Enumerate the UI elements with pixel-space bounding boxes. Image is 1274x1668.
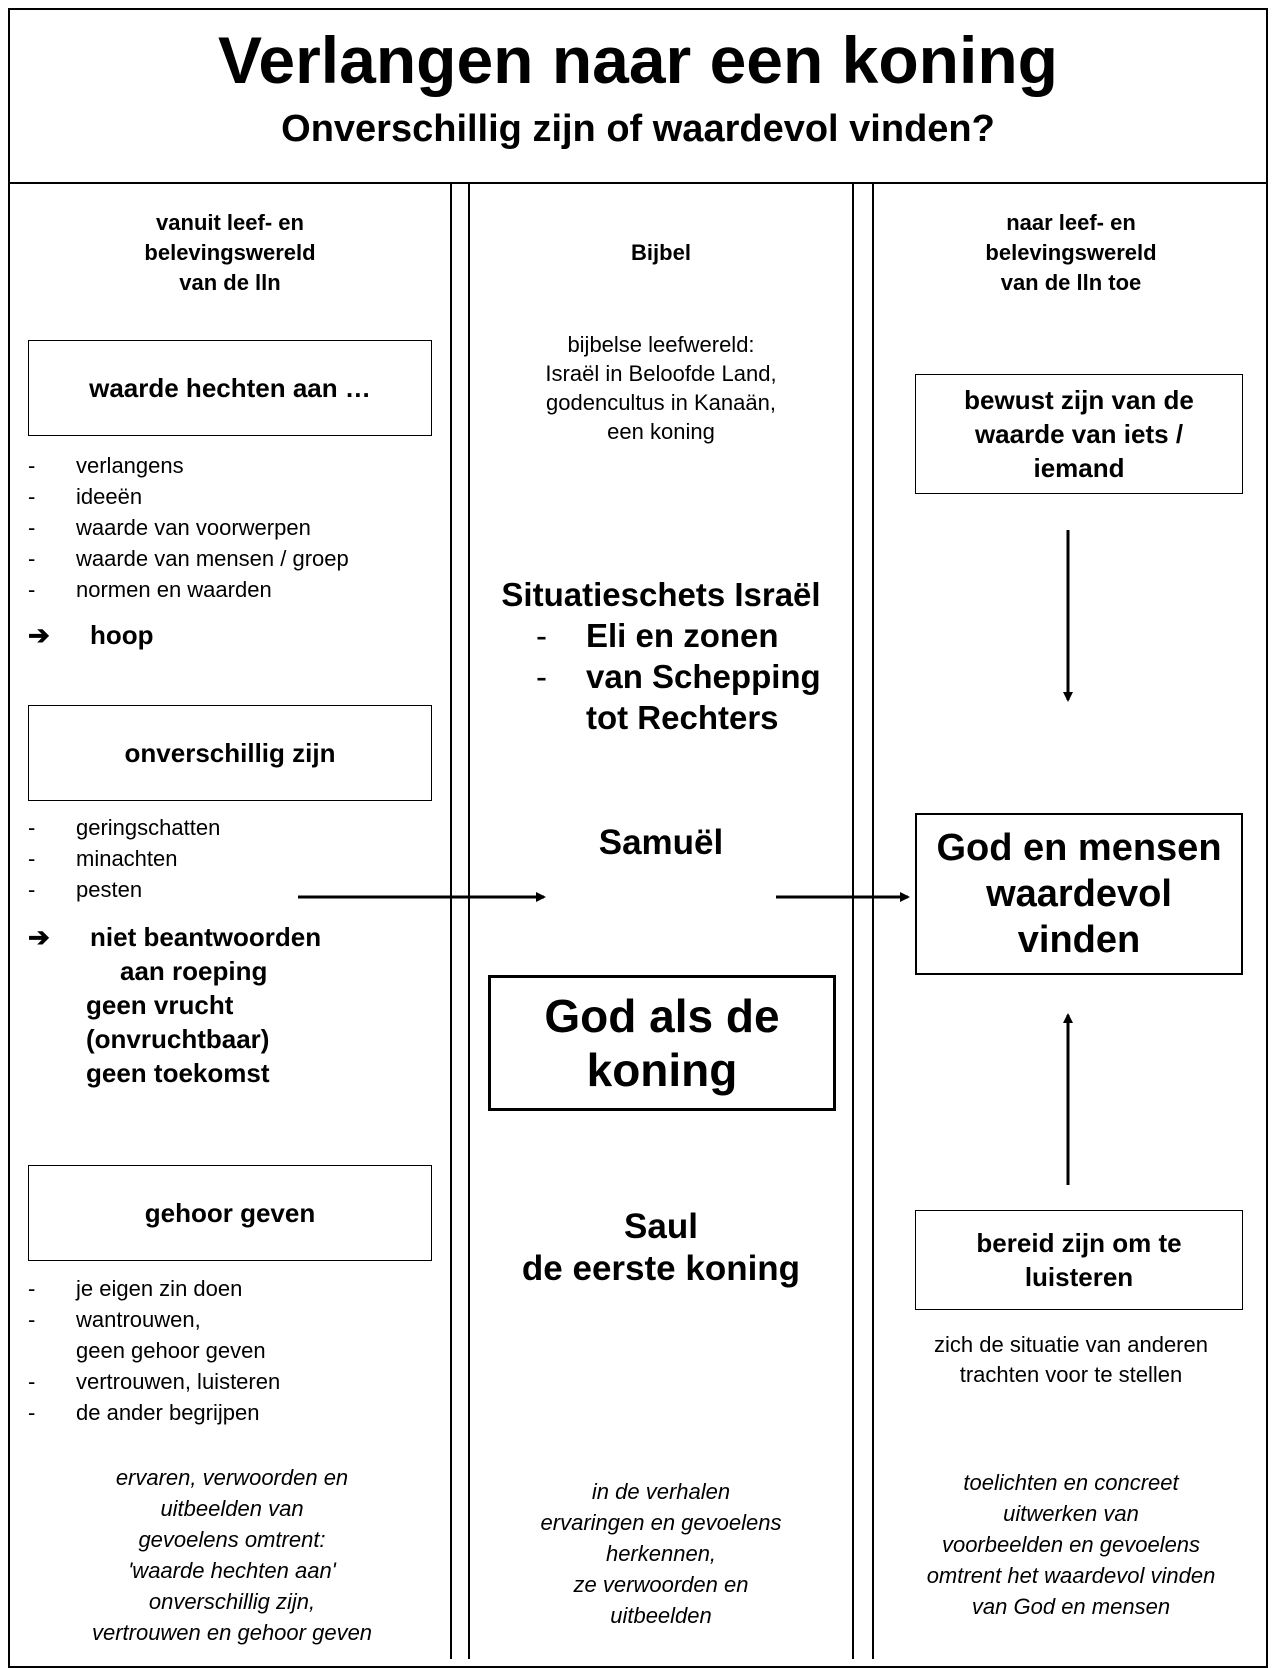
arrow-right-icon: ➔ [28,922,50,952]
divider-right-2 [872,182,874,1659]
list-item: - verlangens [28,453,184,478]
list-waarde [28,450,438,605]
box-bereid-luisteren: bereid zijn om te luisteren [915,1210,1243,1310]
box-onverschillig: onverschillig zijn [28,705,432,801]
right-column-header: naar leef- en belevingswereld van de lln toe [985,210,1157,295]
list-item: - wantrouwen, [28,1307,201,1332]
middle-footer: in de verhalen ervaringen en gevoelens herkennen, ze verwoorden en uitbeelden [540,1479,782,1628]
bereid-caption: zich de situatie van anderen trachten voor te stellen [934,1332,1208,1387]
page-subtitle: Onverschillig zijn of waardevol vinden? [281,108,995,150]
page-title: Verlangen naar een koning [218,23,1058,97]
list-onverschillig [28,812,438,905]
right-footer: toelichten en concreet uitwerken van voorbeelden en gevoelens omtrent het waardevol vinden van God en mensen [926,1470,1216,1619]
list-item: geen gehoor geven [76,1338,266,1363]
list-item: - geringschatten [28,815,221,840]
list-item: - pesten [28,877,143,902]
samuel-label: Samuël [598,823,724,862]
left-column-header: vanuit leef- en belevingswereld van de lln [144,210,316,295]
arrow-right-icon: ➔ [28,620,50,650]
left-footer: ervaren, verwoorden en uitbeelden van gevoelens omtrent: 'waarde hechten aan' onverschillig zijn, vertrouwen en gehoor geven [91,1465,373,1645]
list-item: - waarde van mensen / groep [28,546,349,571]
situatieschets: Situatieschets Israël - Eli en zonen - van Schepping tot Rechters [501,576,821,736]
list-gehoor [28,1273,438,1428]
saul-label: Saul de eerste koning [521,1207,801,1288]
list-item: - waarde van voorwerpen [28,515,311,540]
divider-left-1 [450,182,452,1659]
middle-intro: bijbelse leefwereld: Israël in Beloofde Land, godencultus in Kanaän, een koning [545,332,777,444]
list-item: - je eigen zin doen [28,1276,243,1301]
middle-column-header: Bijbel [631,240,691,265]
box-bewust-zijn: bewust zijn van de waarde van iets / iemand [915,374,1243,494]
box-gehoor-geven: gehoor geven [28,1165,432,1261]
box-god-en-mensen: God en mensen waardevol vinden [915,813,1243,975]
arrow-niet-beantwoorden: ➔ niet beantwoorden aan roeping geen vrucht (onvruchtbaar) geen toekomst [28,922,322,1088]
box-waarde-hechten: waarde hechten aan … [28,340,432,436]
box-god-als-koning: God als de koning [488,975,836,1111]
list-item: - de ander begrijpen [28,1400,260,1425]
list-item: - vertrouwen, luisteren [28,1369,281,1394]
list-item: - ideeën [28,484,143,509]
divider-right-1 [852,182,854,1659]
list-item: - normen en waarden [28,577,272,602]
arrow-hoop: ➔ hoop [28,620,154,650]
list-item: - minachten [28,846,178,871]
